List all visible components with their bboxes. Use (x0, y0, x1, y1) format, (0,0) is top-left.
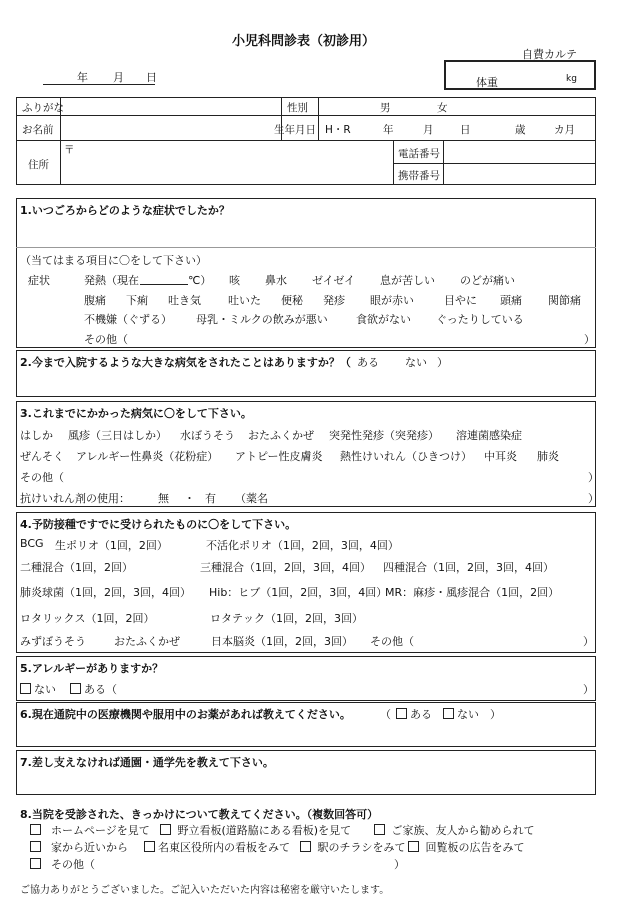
q8-option-circular[interactable] (408, 839, 525, 855)
q6-open: （ (380, 708, 391, 721)
q8-homepage-label: ホームページを見て (51, 824, 150, 837)
weight-unit: kg (566, 74, 577, 84)
symptom-red-eyes[interactable]: 眼が赤い (370, 294, 414, 307)
anticonvulsant-drug-name[interactable]: （薬名 (235, 492, 268, 505)
symptom-other-close: ） (584, 333, 595, 346)
q8-option-referral[interactable] (374, 822, 535, 838)
disease-strep[interactable]: 溶連菌感染症 (456, 429, 522, 442)
symptom-no-appetite[interactable]: 食欲がない (356, 313, 411, 326)
q6-title: 6.現在通院中の医療機関や服用中のお薬があれば教えてください。 (20, 708, 351, 721)
q5-yes-label: ある（ (84, 683, 117, 696)
vaccine-hib[interactable]: Hib：ヒブ（1回，2回，3回，4回） (209, 586, 388, 599)
checkbox[interactable] (443, 708, 454, 719)
q2-yes[interactable]: ある (357, 356, 379, 369)
footer-thanks: ご協力ありがとうございました。ご記入いただいた内容は秘密を厳守いたします。 (20, 885, 390, 896)
symptom-eye-discharge[interactable]: 目やに (444, 294, 477, 307)
checkbox[interactable] (20, 683, 31, 694)
disease-mumps[interactable]: おたふくかぜ (248, 429, 314, 442)
q5-yes-option[interactable] (70, 681, 117, 697)
q8-referral-label: ご家族、友人から勧められて (391, 824, 535, 837)
q4-section (16, 512, 596, 653)
age-years: 歳 (515, 124, 526, 136)
symptom-other[interactable]: その他（ (84, 333, 128, 346)
symptom-runny-nose[interactable]: 鼻水 (265, 274, 287, 287)
disease-roseola[interactable]: 突発性発疹（突発疹） (329, 429, 439, 442)
anticonvulsant-none[interactable]: 無 (158, 492, 169, 505)
checkbox[interactable] (408, 841, 419, 852)
q2-close: ） (437, 356, 448, 369)
vaccine-bcg[interactable]: BCG (20, 537, 44, 550)
checkbox[interactable] (30, 841, 41, 852)
q8-option-homepage[interactable] (30, 822, 150, 838)
disease-febrile-seizure[interactable]: 熱性けいれん（ひきつけ） (340, 450, 472, 463)
disease-measles[interactable]: はしか (20, 429, 53, 442)
form-title: 小児科問診表（初診用） (232, 34, 376, 49)
symptom-headache[interactable]: 頭痛 (500, 294, 522, 307)
dob-era[interactable]: H・R (325, 124, 351, 136)
symptom-cough[interactable]: 咳 (229, 274, 240, 287)
disease-other[interactable]: その他（ (20, 471, 64, 484)
disease-pneumonia[interactable]: 肺炎 (537, 450, 559, 463)
q4-title: 4.予防接種ですでに受けられたものに〇をして下さい。 (20, 518, 297, 531)
anticonvulsant-yes[interactable]: 有 (205, 492, 216, 505)
q6-yes-option[interactable] (396, 706, 432, 722)
symptom-breathless[interactable]: 息が苦しい (380, 274, 435, 287)
checkbox[interactable] (374, 824, 385, 835)
q8-station-flyer-label: 駅のチラシをみて (317, 841, 406, 854)
weight-box[interactable] (444, 60, 596, 90)
anticonvulsant-close: ） (588, 492, 599, 505)
vaccine-dtp2[interactable]: 二種混合（1回，2回） (20, 561, 133, 574)
symptom-wheeze[interactable]: ゼイゼイ (312, 274, 356, 287)
sex-female[interactable]: 女 (437, 102, 448, 114)
q6-yes-label: ある (410, 708, 432, 721)
symptom-fever[interactable]: 発熱（現在 (84, 274, 139, 287)
disease-chickenpox[interactable]: 水ぼうそう (180, 429, 235, 442)
q5-none-option[interactable] (20, 681, 56, 697)
q7-title: 7.差し支えなければ通園・通学先を教えて下さい。 (20, 756, 274, 769)
q6-no-option[interactable] (443, 706, 479, 722)
disease-rubella[interactable]: 風疹（三日はしか） (68, 429, 167, 442)
q8-option-ward-office[interactable] (144, 839, 290, 855)
symptom-joint-pain[interactable]: 関節痛 (548, 294, 581, 307)
postal-mark: 〒 (64, 144, 75, 156)
weight-label: 体重 (476, 76, 498, 89)
date-month-label: 月 (113, 71, 124, 84)
checkbox[interactable] (300, 841, 311, 852)
sex-male[interactable]: 男 (380, 102, 391, 114)
vaccine-varicella[interactable]: みずぼうそう (20, 635, 86, 648)
q8-other-label: その他（ (51, 858, 95, 871)
checkbox[interactable] (396, 708, 407, 719)
checkbox[interactable] (30, 824, 41, 835)
vaccine-polio-inactivated[interactable]: 不活化ポリオ（1回，2回，3回，4回） (206, 539, 399, 552)
dob-year: 年 (383, 124, 394, 136)
symptom-constipation[interactable]: 便秘 (281, 294, 303, 307)
checkbox[interactable] (144, 841, 155, 852)
q8-ward-office-label: 名東区役所内の看板をみて (158, 841, 290, 854)
q8-option-signboard[interactable] (160, 822, 351, 838)
q1-instruction: （当てはまる項目に〇をして下さい） (20, 254, 207, 267)
symptom-poor-feeding[interactable]: 母乳・ミルクの飲みが悪い (196, 313, 328, 326)
disease-asthma[interactable]: ぜんそく (20, 450, 64, 463)
symptom-diarrhea[interactable]: 下痢 (126, 294, 148, 307)
q8-other-close: ） (394, 858, 405, 871)
symptom-fever-unit: ℃） (188, 274, 212, 287)
address-label: 住所 (28, 159, 49, 171)
phone-label: 電話番号 (398, 148, 440, 160)
q1-title: 1.いつごろからどのような症状でしたか？ (20, 204, 230, 217)
q5-title: 5.アレルギーがありますか？ (20, 662, 164, 675)
vaccine-rotarix[interactable]: ロタリックス（1回，2回） (20, 612, 155, 625)
q2-title: 2.今まで入院するような大きな病気をされたことはありますか？（ (20, 356, 351, 369)
vaccine-dtp3[interactable]: 三種混合（1回，2回，3回，4回） (200, 561, 371, 574)
q8-option-other[interactable] (30, 856, 95, 872)
vaccine-rotateq[interactable]: ロタテック（1回，2回，3回） (210, 612, 363, 625)
symptom-stomachache[interactable]: 腹痛 (84, 294, 106, 307)
furigana-label: ふりがな (22, 102, 64, 114)
vaccine-dtp4[interactable]: 四種混合（1回，2回，3回，4回） (383, 561, 554, 574)
vaccine-other[interactable]: その他（ (370, 635, 414, 648)
q5-none-label: ない (34, 683, 56, 696)
vaccine-polio-live[interactable]: 生ポリオ（1回，2回） (55, 539, 168, 552)
symptom-lethargic[interactable]: ぐったりしている (436, 313, 524, 326)
disease-other-close: ） (588, 471, 599, 484)
mobile-label: 携帯番号 (398, 170, 440, 182)
checkbox[interactable] (30, 858, 41, 869)
sex-label: 性別 (287, 102, 308, 114)
checkbox[interactable] (70, 683, 81, 694)
symptom-irritable[interactable]: 不機嫌（ぐずる） (84, 313, 172, 326)
date-year-label: 年 (77, 71, 88, 84)
q6-close: ） (490, 708, 501, 721)
symptom-nausea[interactable]: 吐き気 (168, 294, 201, 307)
dob-day: 日 (460, 124, 471, 136)
age-months: カ月 (554, 124, 575, 136)
symptom-vomited[interactable]: 吐いた (228, 294, 261, 307)
q8-title: 8.当院を受診された、きっかけについて教えてください。（複数回答可） (20, 808, 379, 821)
disease-atopic-dermatitis[interactable]: アトピー性皮膚炎 (235, 450, 323, 463)
q8-option-station-flyer[interactable] (300, 839, 406, 855)
q5-close: ） (583, 683, 594, 696)
symptoms-label: 症状 (28, 274, 50, 287)
q8-signboard-label: 野立看板(道路脇にある看板)を見て (177, 824, 352, 837)
vaccine-mr[interactable]: MR：麻疹・風疹混合（1回，2回） (385, 586, 560, 599)
q6-no-label: ない (457, 708, 479, 721)
q8-option-nearby[interactable] (30, 839, 128, 855)
vaccine-je[interactable]: 日本脳炎（1回，2回，3回） (211, 635, 353, 648)
q3-title: 3.これまでにかかった病気に〇をして下さい。 (20, 407, 252, 420)
q2-no[interactable]: ない (405, 356, 427, 369)
dob-month: 月 (423, 124, 434, 136)
name-label: お名前 (22, 124, 54, 136)
symptom-rash[interactable]: 発疹 (323, 294, 345, 307)
checkbox[interactable] (160, 824, 171, 835)
date-day-label: 日 (146, 71, 157, 84)
disease-otitis[interactable]: 中耳炎 (484, 450, 517, 463)
vaccine-other-close: ） (583, 635, 594, 648)
anticonvulsant-dot: ・ (184, 492, 195, 505)
chart-label: 自費カルテ (522, 48, 577, 61)
q8-circular-label: 回覧板の広告をみて (425, 841, 525, 854)
q8-nearby-label: 家から近いから (51, 841, 128, 854)
disease-allergic-rhinitis[interactable]: アレルギー性鼻炎（花粉症） (76, 450, 219, 463)
vaccine-mumps[interactable]: おたふくかぜ (114, 635, 180, 648)
symptom-sore-throat[interactable]: のどが痛い (460, 274, 515, 287)
anticonvulsant-label: 抗けいれん剤の使用： (20, 492, 130, 505)
vaccine-pneumococcal[interactable]: 肺炎球菌（1回，2回，3回，4回） (20, 586, 191, 599)
dob-label: 生年月日 (274, 124, 316, 136)
